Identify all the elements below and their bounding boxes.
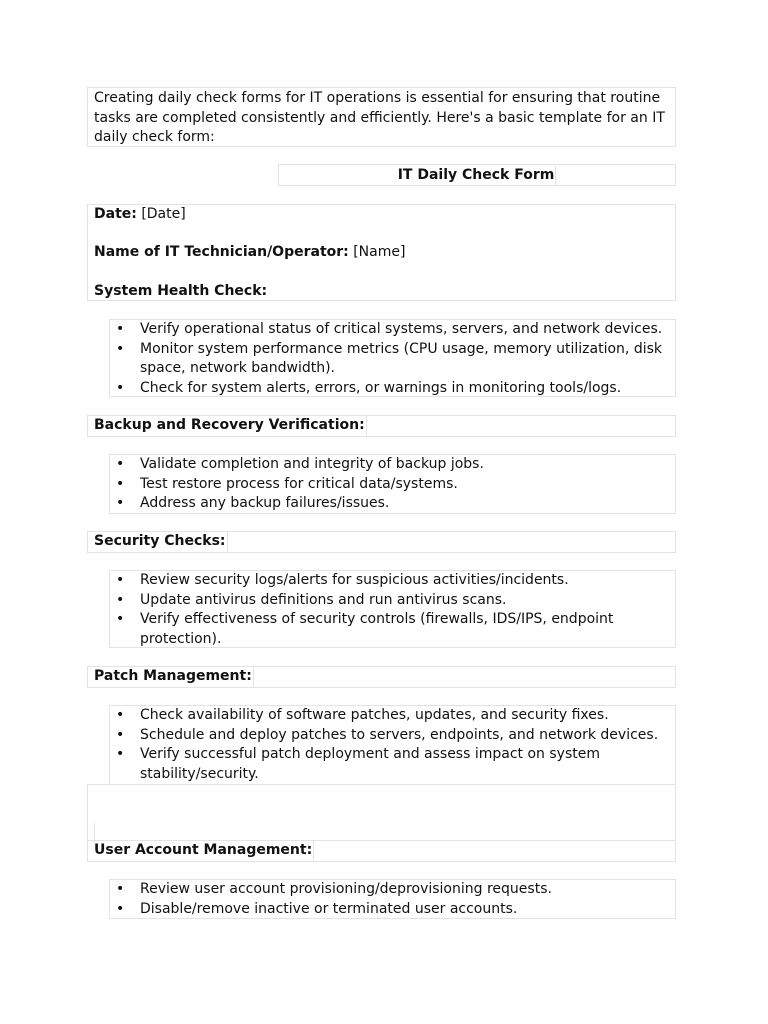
system-health-list [109,319,676,397]
list-item: • Test restore process for critical data/systems. [110,475,675,495]
form-title-box [278,164,676,186]
list-item: • Schedule and deploy patches to servers, endpoints, and network devices. [110,726,675,746]
technician-label: Name of IT Technician/Operator: [94,244,349,260]
system-health-heading-line [94,282,267,302]
backup-heading: Backup and Recovery Verification: [94,416,367,436]
list-item: • Update antivirus definitions and run antivirus scans. [110,591,675,611]
system-health-heading: System Health Check: [94,283,268,299]
patch-heading-box [87,666,676,688]
intro-text: Creating daily check forms for IT operations is essential for ensuring that routine tasks are completed consistently and efficiently. Here's a basic template for an IT daily check form: [94,90,665,145]
backup-heading-box [87,415,676,437]
date-label: Date: [94,206,137,222]
list-item: • Review user account provisioning/deprovisioning requests. [110,880,675,900]
user-account-heading: User Account Management: [94,841,314,861]
list-item: • Verify operational status of critical systems, servers, and network devices. [110,320,675,340]
intro-paragraph [87,87,676,147]
list-item: • Validate completion and integrity of backup jobs. [110,455,675,475]
backup-list [109,454,676,514]
technician-line [94,243,405,263]
security-list [109,570,676,648]
user-account-list [109,879,676,919]
date-value: [Date] [141,206,186,222]
technician-value: [Name] [353,244,406,260]
list-item: • Check for system alerts, errors, or warnings in monitoring tools/logs. [110,379,675,399]
form-meta-block [87,204,676,301]
patch-list [109,705,676,785]
security-heading: Security Checks: [94,532,228,552]
list-item: • Address any backup failures/issues. [110,494,675,514]
date-line [94,205,186,225]
list-item: • Check availability of software patches, updates, and security fixes. [110,706,675,726]
list-item: • Disable/remove inactive or terminated user accounts. [110,900,675,920]
list-item: • Verify successful patch deployment and assess impact on system stability/security. [110,745,675,784]
form-title: IT Daily Check Form [398,166,557,186]
list-item: • Monitor system performance metrics (CPU usage, memory utilization, disk space, network bandwidth). [110,340,675,379]
patch-heading: Patch Management: [94,667,254,687]
user-account-heading-box [87,840,676,862]
security-heading-box [87,531,676,553]
list-item: • Verify effectiveness of security controls (firewalls, IDS/IPS, endpoint protection). [110,610,675,649]
list-item: • Review security logs/alerts for suspicious activities/incidents. [110,571,675,591]
